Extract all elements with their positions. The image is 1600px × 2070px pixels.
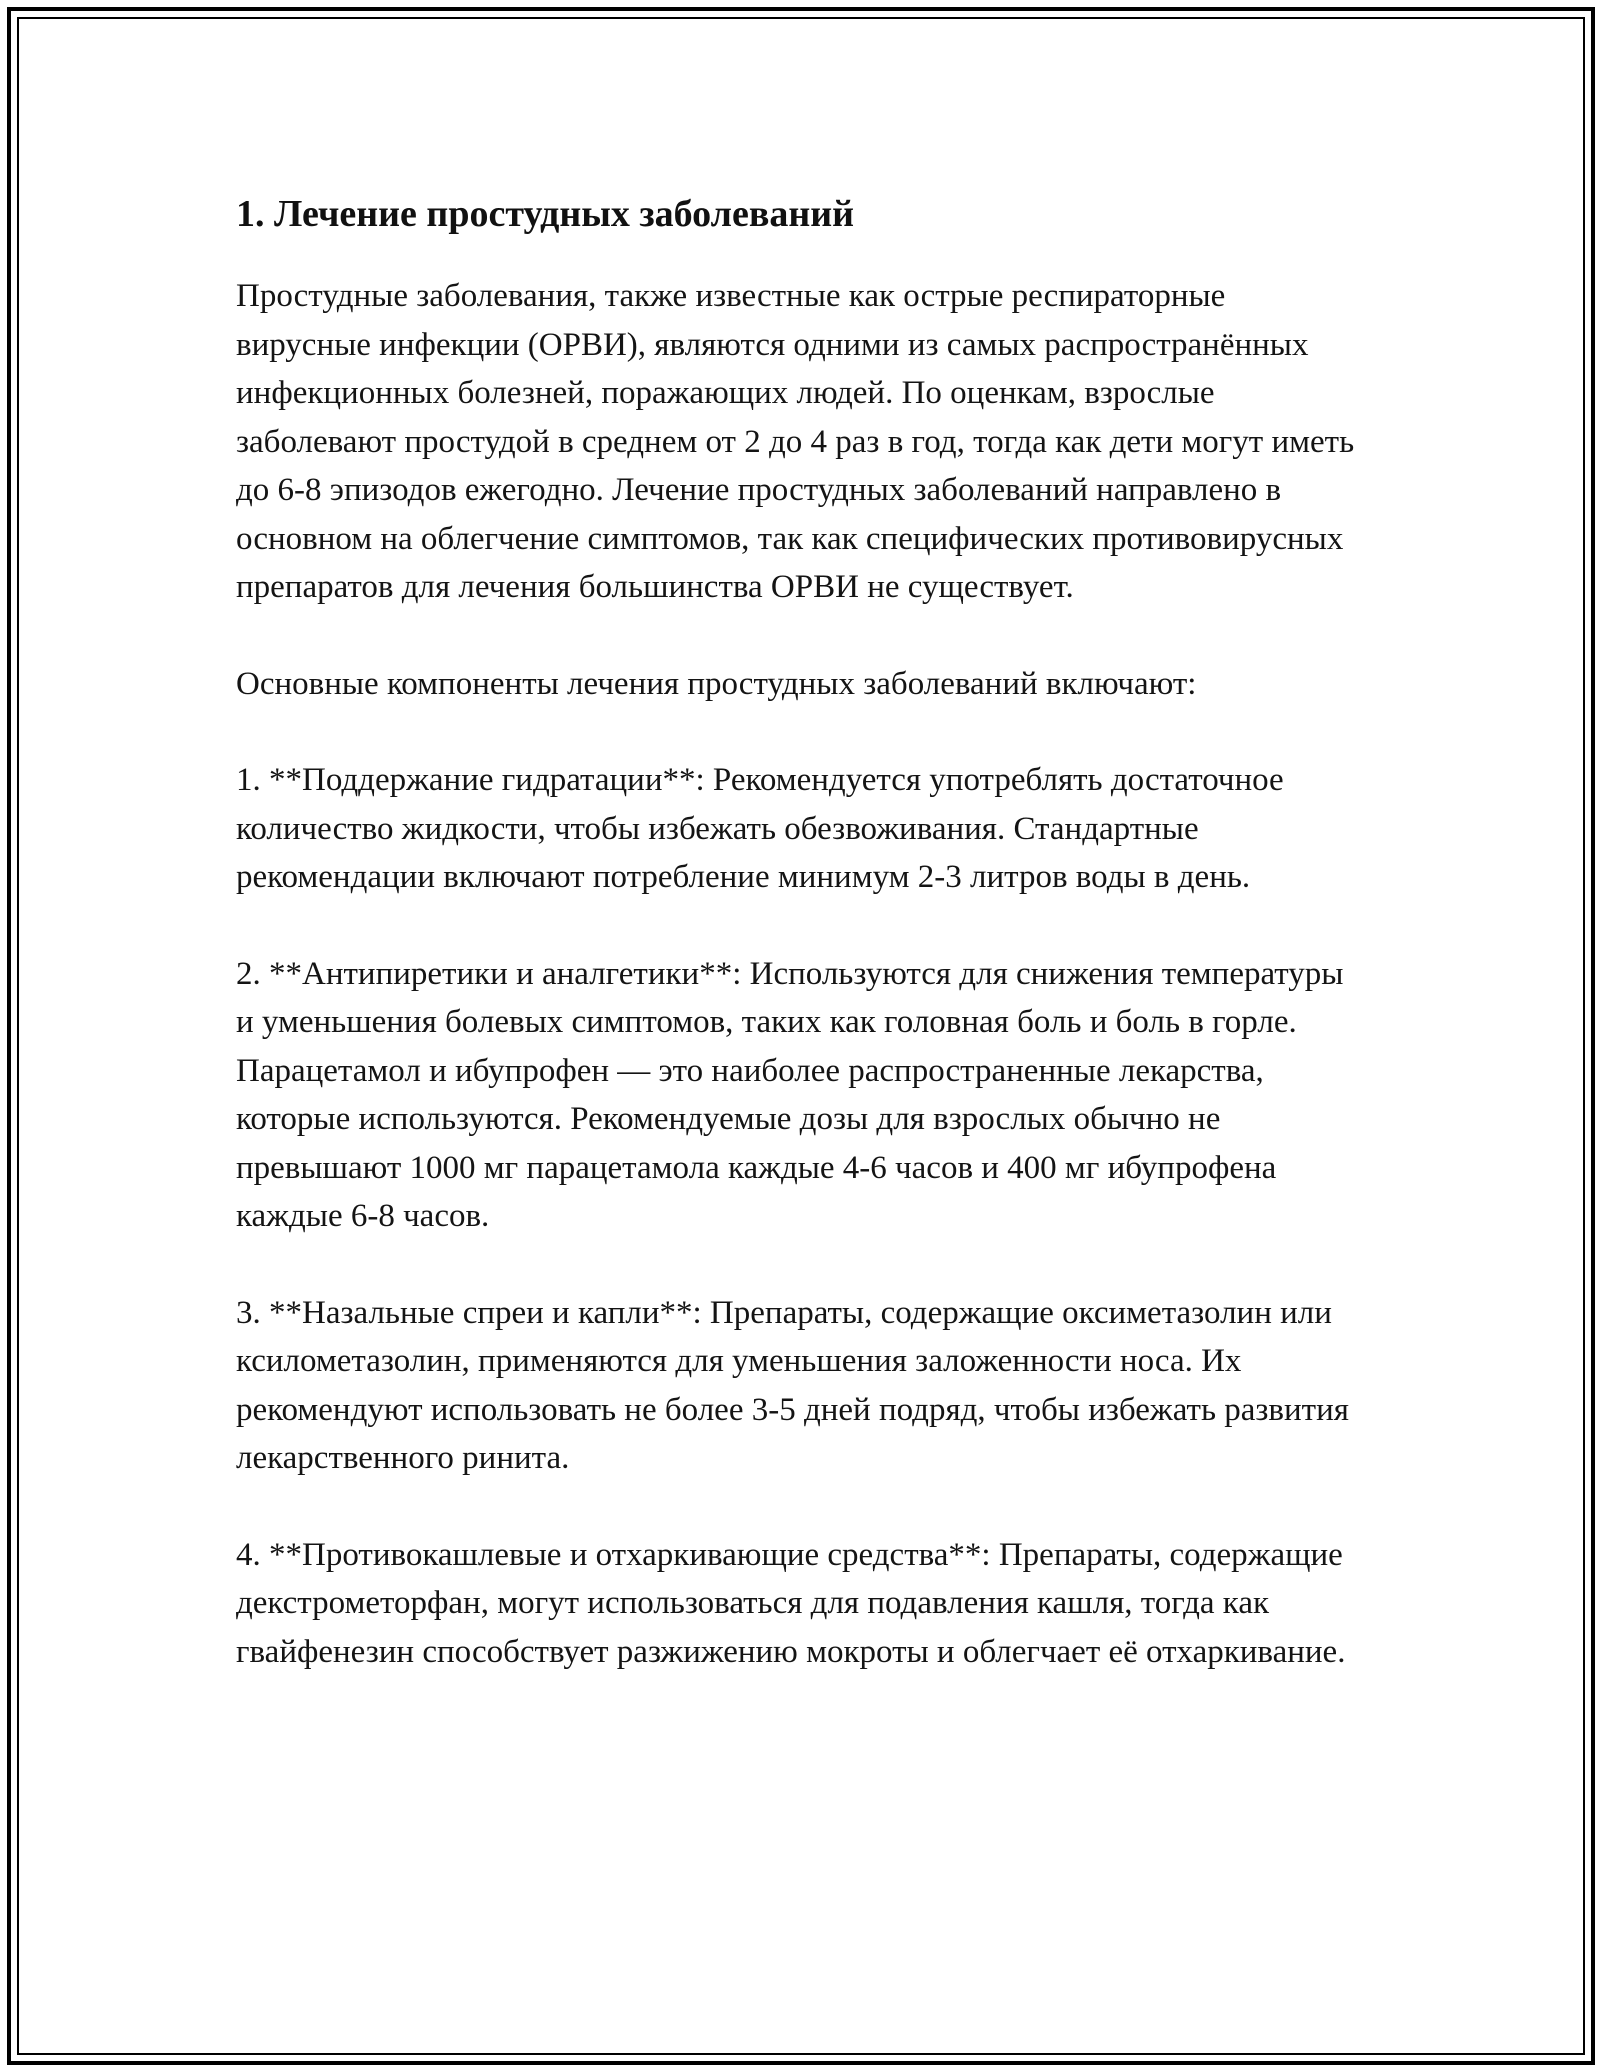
document-body: [236, 186, 1366, 1724]
treatment-components-intro: Основные компоненты лечения простудных заболеваний включают:: [236, 665, 1197, 702]
list-item-nasal-sprays: 3. **Назальные спреи и капли**: Препараты, содержащие оксиметазолин или ксилометазолин, применяются для уменьшения заложенности носа. Их рекомендуют использовать не более 3-5 дней подряд, чтобы избежать развития лекарственного ринита.: [236, 1294, 1349, 1476]
list-item-cough-remedies: 4. **Противокашлевые и отхаркивающие средства**: Препараты, содержащие декстрометорфан, могут использоваться для подавления кашля, тогда как гвайфенезин способствует разжижению мокроты и облегчает её отхаркивание.: [236, 1536, 1346, 1670]
intro-paragraph: Простудные заболевания, также известные как острые респираторные вирусные инфекции (ОРВИ), являются одними из самых распространённых инфекционных болезней, поражающих людей. По оценкам, взрослые заболевают простудой в среднем от 2 до 4 раз в год, тогда как дети могут иметь до 6-8 эпизодов ежегодно. Лечение простудных заболеваний направлено в основном на облегчение симптомов, так как специфических противовирусных препаратов для лечения большинства ОРВИ не существует.: [236, 278, 1355, 605]
section-heading: 1. Лечение простудных заболеваний: [236, 193, 855, 235]
list-item-hydration: 1. **Поддержание гидратации**: Рекомендуется употреблять достаточное количество жидкости, чтобы избежать обезвоживания. Стандартные рекомендации включают потребление минимум 2-3 литров воды в день.: [236, 762, 1284, 895]
list-item-antipyretics: 2. **Антипиретики и аналгетики**: Используются для снижения температуры и уменьшения болевых симптомов, таких как головная боль и боль в горле. Парацетамол и ибупрофен — это наиболее распространенные лекарства, которые используются. Рекомендуемые дозы для взрослых обычно не превышают 1000 мг парацетамола каждые 4-6 часов и 400 мг ибупрофена каждые 6-8 часов.: [236, 955, 1344, 1234]
